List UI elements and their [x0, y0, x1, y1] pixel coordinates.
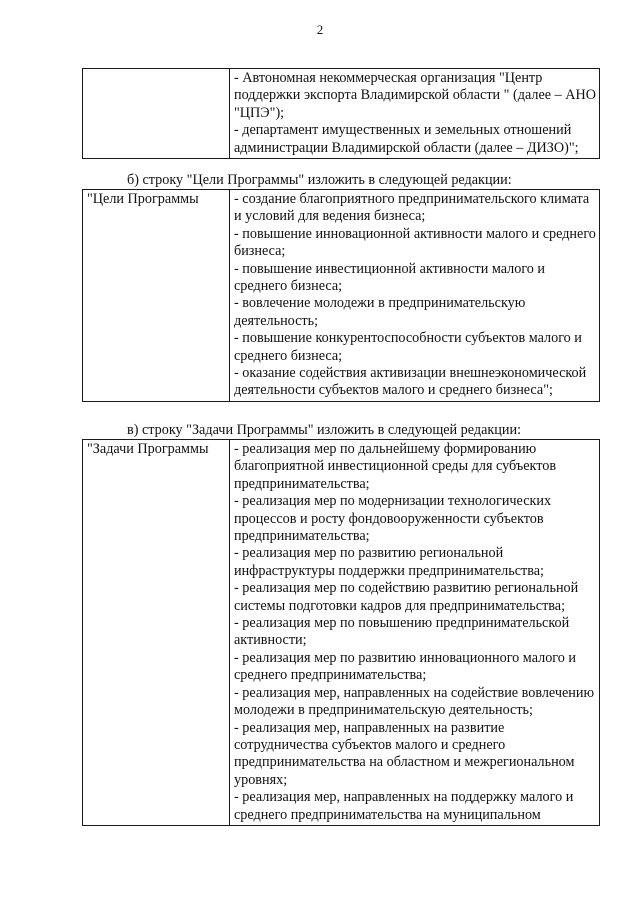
section-b-intro: б) строку "Цели Программы" изложить в следующей редакции: — [127, 172, 512, 188]
list-item: - повышение конкурентоспособности субъектов малого и среднего бизнеса; — [234, 330, 582, 364]
tasks-items-cell — [230, 440, 600, 826]
goals-label-cell: "Цели Программы — [83, 190, 230, 402]
table-top — [82, 68, 600, 159]
list-item: - реализация мер по развитию региональной инфраструктуры поддержки предпринимательства; — [234, 545, 544, 579]
list-item: - реализация мер, направленных на поддержку малого и среднего предпринимательства на муниципальном — [234, 789, 574, 823]
tasks-label-cell: "Задачи Программы — [83, 440, 230, 826]
table-top-right-cell — [230, 69, 600, 159]
goals-table — [82, 189, 600, 402]
list-item: - реализация мер, направленных на развитие сотрудничества субъектов малого и среднего предпринимательства на областном и межрегиональном уровнях; — [234, 719, 575, 788]
list-item: - реализация мер по содействию развитию региональной системы подготовки кадров для предпринимательства; — [234, 580, 579, 614]
list-item: - вовлечение молодежи в предпринимательскую деятельность; — [234, 295, 526, 329]
section-v-intro: в) строку "Задачи Программы" изложить в следующей редакции: — [127, 422, 522, 438]
list-item: - оказание содействия активизации внешнеэкономической деятельности субъектов малого и среднего бизнеса"; — [234, 365, 587, 399]
list-item: - Автономная некоммерческая организация "Центр поддержки экспорта Владимирской области " (далее – АНО "ЦПЭ"); — [234, 70, 596, 121]
list-item: - повышение инвестиционной активности малого и среднего бизнеса; — [234, 260, 546, 295]
list-item: - реализация мер по модернизации технологических процессов и росту фондовооруженности субъектов предпринимательства; — [234, 493, 552, 545]
table-top-left-cell — [83, 69, 230, 159]
table-row — [83, 69, 600, 159]
table-row — [83, 440, 600, 826]
tasks-table — [82, 439, 600, 826]
list-item: - создание благоприятного предпринимательского климата и условий для ведения бизнеса; — [234, 191, 590, 225]
list-item: - реализация мер, направленных на содействие вовлечению молодежи в предпринимательскую деятельность; — [234, 684, 595, 719]
list-item: - реализация мер по повышению предпринимательской активности; — [234, 615, 570, 649]
list-item: - департамент имущественных и земельных отношений администрации Владимирской области (далее – ДИЗО)"; — [234, 122, 579, 156]
list-item: - повышение инновационной активности малого и среднего бизнеса; — [234, 225, 596, 260]
page-number: 2 — [316, 22, 324, 37]
list-item: - реализация мер по дальнейшему формированию благоприятной инвестиционной среды для субъектов предпринимательства; — [234, 441, 557, 492]
goals-items-cell — [230, 190, 600, 402]
table-row — [83, 190, 600, 402]
list-item: - реализация мер по развитию инновационного малого и среднего предпринимательства; — [234, 649, 576, 684]
